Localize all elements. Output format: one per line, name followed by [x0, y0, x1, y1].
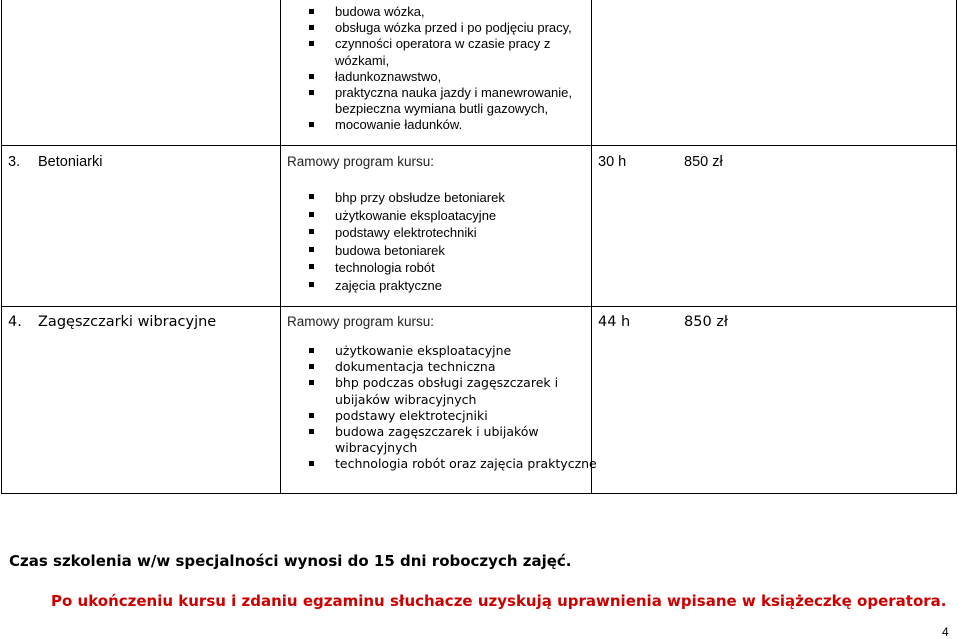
bullet-square-icon: [309, 429, 314, 434]
program-item-text: wózkami,: [335, 52, 390, 68]
bullet-square-icon: [309, 413, 314, 418]
bullet-square-icon: [309, 9, 314, 14]
program-item-text: technologia robót: [335, 260, 435, 276]
program-item-text: budowa zagęszczarek i ubijaków: [335, 424, 539, 440]
program-item-text: mocowanie ładunków.: [335, 117, 463, 133]
program-item-text: wibracyjnych: [335, 440, 418, 456]
bullet-square-icon: [309, 264, 314, 269]
page-number: 4: [942, 625, 949, 639]
row4-price: 850 zł: [684, 314, 729, 330]
bullet-square-icon: [309, 282, 314, 287]
bullet-square-icon: [309, 122, 314, 127]
program-item-text: budowa betoniarek: [335, 242, 445, 258]
program-item: [309, 277, 505, 295]
program-item-text: użytkowanie eksploatacyjne: [335, 343, 512, 358]
bullet-square-icon: [309, 212, 314, 217]
program-item: [309, 375, 597, 391]
program-item-text: obsługa wózka przed i po podjęciu pracy,: [335, 20, 572, 36]
program-item-text: bhp podczas obsługi zagęszczarek i: [335, 375, 559, 391]
program-item: [309, 440, 597, 456]
program-item-text: ubijaków wibracyjnych: [335, 391, 477, 407]
program-item: [309, 53, 572, 69]
program-item: [309, 69, 572, 85]
program-item-text: podstawy elektrotecjniki: [335, 407, 488, 423]
bullet-square-icon: [309, 90, 314, 95]
program-item-text: bezpieczna wymiana butli gazowych,: [335, 101, 549, 117]
row2-program-list: [309, 4, 572, 134]
program-item: [309, 4, 572, 20]
program-item-text: budowa wózka,: [335, 4, 425, 19]
bullet-square-icon: [309, 74, 314, 79]
program-item: [309, 224, 505, 242]
program-item: [309, 359, 597, 375]
program-item-text: ładunkoznawstwo,: [335, 68, 442, 84]
program-item: [309, 20, 572, 36]
bullet-square-icon: [309, 41, 314, 46]
program-item: [309, 392, 597, 408]
bullet-square-icon: [309, 194, 314, 199]
row3-program-list: [309, 189, 505, 295]
bullet-square-icon: [309, 380, 314, 385]
bullet-square-icon: [309, 461, 314, 466]
program-item: [309, 408, 597, 424]
row3-hours: 30 h: [598, 154, 627, 170]
row-divider-3-4: [1, 306, 957, 307]
program-item-text: dokumentacja techniczna: [335, 359, 496, 375]
table-border-left: [1, 0, 2, 493]
row3-course-name: Betoniarki: [38, 154, 103, 170]
table-border-bottom: [1, 493, 957, 494]
row-divider-2-3: [1, 145, 957, 146]
program-item: [309, 117, 572, 133]
program-item: [309, 101, 572, 117]
row4-program-list: [309, 343, 597, 473]
program-item-text: podstawy elektrotechniki: [335, 225, 477, 241]
program-item: [309, 456, 597, 472]
program-item-text: bhp przy obsłudze betoniarek: [335, 190, 505, 205]
program-item-text: czynności operatora w czasie pracy z: [335, 36, 551, 52]
program-item-text: użytkowanie eksploatacyjne: [335, 207, 497, 223]
row3-price: 850 zł: [684, 154, 723, 170]
training-duration-note: Czas szkolenia w/w specjalności wynosi do 15 dni roboczych zajęć.: [9, 552, 572, 570]
program-item: [309, 242, 505, 260]
completion-note: Po ukończeniu kursu i zdaniu egzaminu słuchacze uzyskują uprawnienia wpisane w książeczkę operatora.: [51, 592, 947, 610]
program-item-text: zajęcia praktyczne: [335, 277, 442, 293]
bullet-square-icon: [309, 229, 314, 234]
program-item: [309, 85, 572, 101]
program-item: [309, 259, 505, 277]
bullet-square-icon: [309, 247, 314, 252]
program-item-text: technologia robót oraz zajęcia praktyczne: [335, 456, 597, 472]
program-item: [309, 36, 572, 52]
row4-course-name: Zagęszczarki wibracyjne: [38, 314, 217, 330]
bullet-square-icon: [309, 25, 314, 30]
program-item: [309, 189, 505, 207]
bullet-square-icon: [309, 364, 314, 369]
program-item: [309, 343, 597, 359]
table-divider-program: [280, 0, 281, 493]
row4-hours: 44 h: [598, 314, 631, 330]
row3-number: 3.: [8, 154, 21, 170]
bullet-square-icon: [309, 348, 314, 353]
program-item: [309, 424, 597, 440]
program-item: [309, 207, 505, 225]
row4-program-label: Ramowy program kursu:: [287, 314, 435, 329]
row4-number: 4.: [8, 314, 22, 330]
table-border-right: [956, 0, 957, 493]
row3-program-label: Ramowy program kursu:: [287, 154, 435, 169]
program-item-text: praktyczna nauka jazdy i manewrowanie,: [335, 85, 573, 101]
